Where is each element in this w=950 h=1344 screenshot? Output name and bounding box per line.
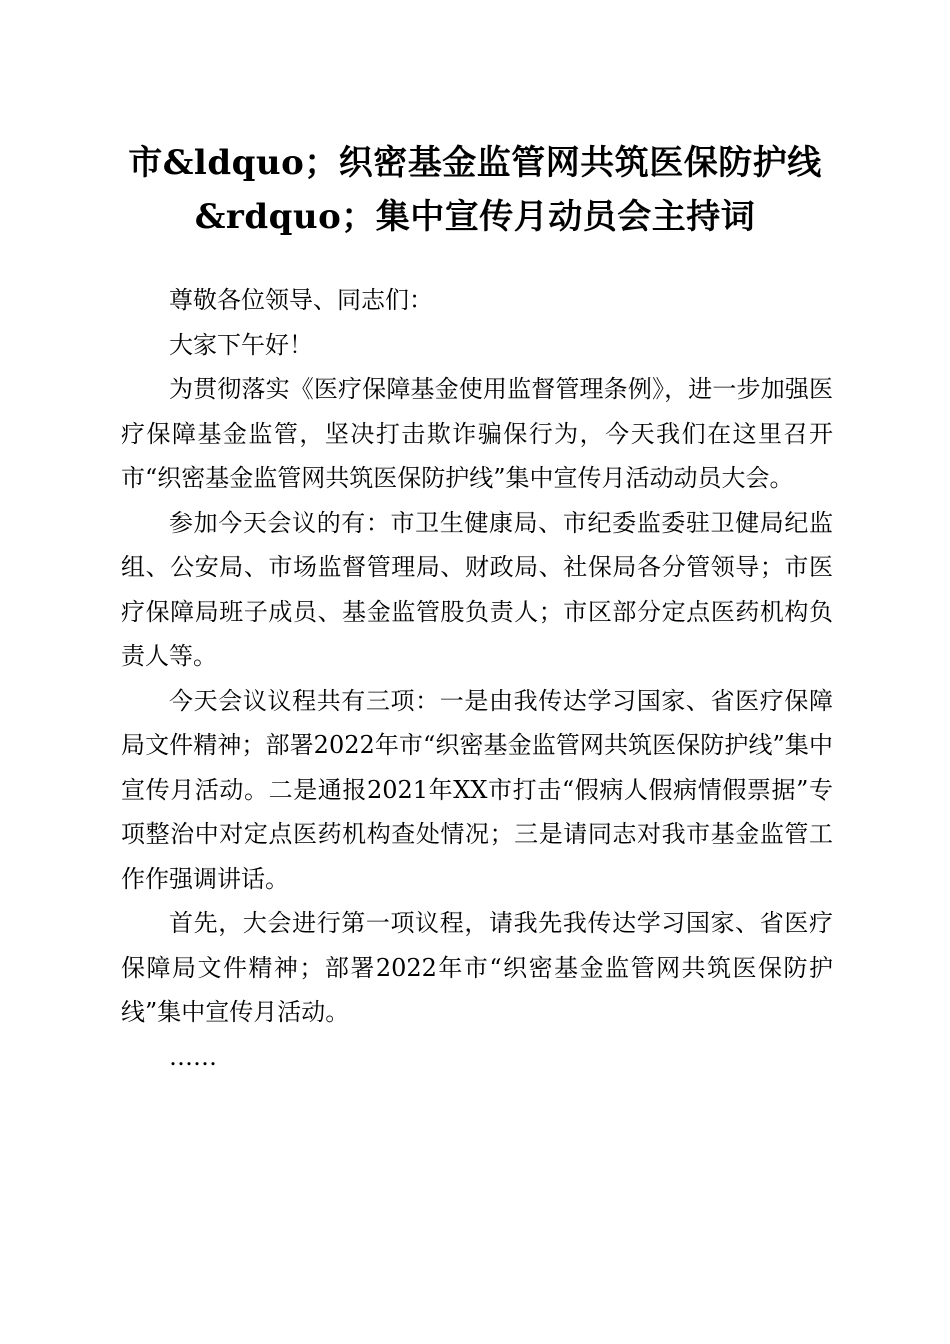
title-line-2: &rdquo；集中宣传月动员会主持词: [194, 197, 756, 237]
paragraph-agenda: 今天会议议程共有三项：一是由我传达学习国家、省医疗保障局文件精神；部署2022年市“织密基金监管网共筑医保防护线”集中宣传月活动。二是通报2021年XX市打击“假病人假病情假票据”专项整治中对定点医药机构查处情况；三是请同志对我市基金监管工作作强调讲话。: [121, 686, 833, 893]
document-title: [100, 136, 850, 244]
paragraph-attendees: 参加今天会议的有：市卫生健康局、市纪委监委驻卫健局纪监组、公安局、市场监督管理局、财政局、社保局各分管领导；市医疗保障局班子成员、基金监管股负责人；市区部分定点医药机构负责人等。: [121, 508, 833, 670]
salutation: 尊敬各位领导、同志们：: [169, 286, 433, 314]
paragraph-purpose: 为贯彻落实《医疗保障基金使用监督管理条例》，进一步加强医疗保障基金监管，坚决打击欺诈骗保行为，今天我们在这里召开市“织密基金监管网共筑医保防护线”集中宣传月活动动员大会。: [121, 375, 833, 492]
paragraph-first-item: 首先，大会进行第一项议程，请我先我传达学习国家、省医疗保障局文件精神；部署2022年市“织密基金监管网共筑医保防护线”集中宣传月活动。: [121, 909, 833, 1026]
greeting: 大家下午好！: [169, 330, 313, 359]
ellipsis: ……: [169, 1042, 217, 1071]
document-body: [121, 278, 833, 1079]
title-line-1: 市&ldquo；织密基金监管网共筑医保防护线: [128, 143, 822, 183]
